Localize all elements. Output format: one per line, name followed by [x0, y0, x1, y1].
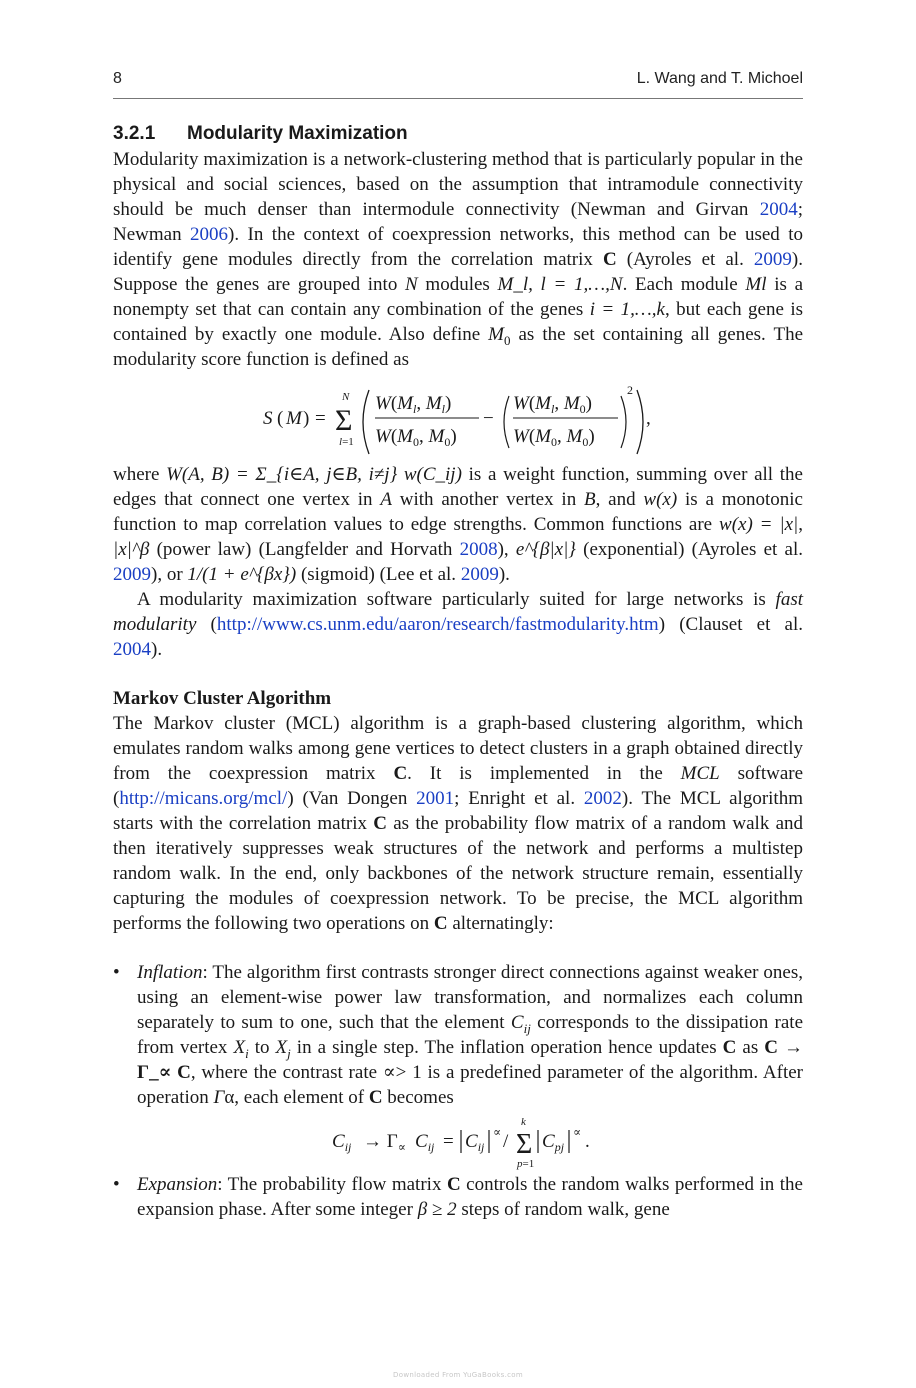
- inline-math-power: |x|^β: [113, 539, 150, 560]
- inline-math-exp: e^{β|x|}: [515, 539, 576, 560]
- software-name: MCL: [680, 763, 720, 784]
- text: corresponds to the dissipation rate from vertex: [137, 1012, 803, 1058]
- text: is a predefined parameter of the algorithm. After operation: [137, 1062, 804, 1108]
- bullet-marker: •: [113, 1174, 120, 1195]
- text: (Ayroles et al.: [616, 249, 754, 270]
- page-number: 8: [113, 70, 122, 87]
- math-symbol: Γ: [213, 1087, 225, 1108]
- svg-text:): ): [303, 408, 310, 429]
- text: The Markov cluster (MCL) algorithm is a graph-based clustering algorithm, which emulates random walks among gene vertices to detect clusters in a graph obtained directly from the coexpression matrix: [113, 713, 803, 784]
- math-symbol: Ml: [745, 274, 767, 295]
- section-number: 3.2.1: [113, 123, 156, 144]
- equation-modularity-score: [113, 372, 803, 462]
- svg-text:Σ: Σ: [335, 404, 353, 437]
- text: ; Newman: [113, 199, 803, 245]
- text: ).: [498, 564, 510, 585]
- math-symbol: M: [488, 324, 504, 345]
- text: ) (Van Dongen: [287, 788, 417, 809]
- inline-math-weight-function: W(A, B) = Σ_{i∈A, j∈B, i≠j} w(C_ij): [166, 464, 462, 485]
- math-subscript: i: [245, 1045, 249, 1061]
- svg-text:l=1: l=1: [339, 436, 354, 448]
- svg-text:W(M0, M0): $W(M_0$, $M_0$): [375, 426, 457, 449]
- main-text: [113, 121, 803, 1222]
- citation-link[interactable]: 2004: [759, 199, 798, 220]
- inline-math-modules: M_l, l = 1,…,N: [497, 274, 623, 295]
- svg-text:−: −: [483, 408, 494, 429]
- text: ,: [798, 514, 803, 535]
- running-authors: L. Wang and T. Michoel: [636, 70, 803, 87]
- subsection-heading: Markov Cluster Algorithm: [113, 688, 332, 709]
- text: , but each gene is contained by exactly one module. Also define: [113, 299, 803, 345]
- download-watermark: Downloaded From YuGaBooks.com: [393, 1371, 523, 1379]
- section-heading: [113, 121, 803, 147]
- math-subscript: j: [287, 1045, 291, 1061]
- text: ). The MCL algorithm starts with the correlation matrix: [113, 788, 803, 834]
- paragraph-modularity-intro: [113, 147, 803, 372]
- text: : The probability flow matrix: [217, 1174, 447, 1195]
- svg-text:Σ: Σ: [516, 1129, 533, 1160]
- citation-link[interactable]: 2006: [190, 224, 229, 245]
- svg-text:=: =: [315, 408, 326, 429]
- svg-text:M: M: [286, 408, 302, 429]
- svg-text:p=1: p=1: [517, 1158, 535, 1170]
- text: . It is implemented in the: [407, 763, 681, 784]
- math-symbol: B: [584, 489, 596, 510]
- matrix-symbol: C: [446, 1174, 461, 1195]
- svg-text:Cij: $C_{ij}$: [465, 1131, 485, 1154]
- text: ),: [497, 539, 516, 560]
- text: to: [248, 1037, 276, 1058]
- text: , where the contrast rate: [190, 1062, 383, 1083]
- text: controls the random walks performed in the expansion phase. After some integer: [137, 1174, 803, 1220]
- text: steps of random walk, gene: [456, 1199, 670, 1220]
- matrix-symbol: C: [722, 1037, 737, 1058]
- math-symbol: C: [510, 1012, 524, 1033]
- svg-text:W(Ml, M0): $W(M_l$, $M_0$): [513, 393, 592, 416]
- text: where: [113, 464, 160, 485]
- svg-text:,: ,: [646, 408, 651, 429]
- math-subscript: ij: [523, 1020, 531, 1036]
- svg-text:W(Ml, Ml): $W(M_l$, $M_l$): [375, 393, 452, 416]
- text: A modularity maximization software particularly suited for large networks is: [137, 589, 776, 610]
- text: software (: [113, 763, 804, 809]
- citation-link[interactable]: 2001: [416, 788, 455, 809]
- text: as the probability flow matrix of a random walk and then iteratively suppresses weak structures of the network and performs a multistep random walk. In the end, only backbones of the network structure remain, essentially capturing the modules of coexpression network. To be precise, the MCL algorithm performs the following two operations on: [113, 813, 803, 934]
- software-name: fast modularity: [113, 589, 803, 635]
- paragraph-weight-function: [113, 462, 803, 587]
- svg-text:=: =: [443, 1131, 454, 1152]
- text: as the set containing all genes. The modularity score function is defined as: [113, 324, 803, 370]
- term: Expansion: [137, 1174, 218, 1195]
- text: Modularity maximization is a network-clustering method that is particularly popular in the physical and social sciences, based on the assumption that intramodule connectivity should be much denser than intermodule connectivity (Newman and Girvan: [113, 149, 803, 220]
- list-item-expansion: [113, 1172, 803, 1222]
- text: (: [196, 614, 217, 635]
- spacer: [113, 662, 803, 686]
- text: ).: [151, 639, 163, 660]
- text: ; Enright et al.: [454, 788, 584, 809]
- text: in a single step. The inflation operation hence updates: [290, 1037, 723, 1058]
- term: Inflation: [137, 962, 203, 983]
- citation-link[interactable]: 2008: [459, 539, 498, 560]
- citation-link[interactable]: 2004: [113, 639, 151, 660]
- svg-text:N: N: [342, 391, 350, 403]
- svg-text:Cij: $C_{ij}$: [415, 1131, 435, 1154]
- text: is a monotonic function to map correlation values to edge strengths. Common functions are: [113, 489, 803, 535]
- matrix-symbol: C: [368, 1087, 383, 1108]
- text: ). In the context of coexpression networks, this method can be used to identify gene modules directly from the correlation matrix: [113, 224, 804, 270]
- text: with another vertex in: [391, 489, 585, 510]
- math-symbol: w(x): [643, 489, 678, 510]
- text: ) (Clauset et al.: [658, 614, 804, 635]
- svg-text:.: .: [585, 1131, 590, 1152]
- text: is a weight function, summing over all the edges that connect one vertex in: [113, 464, 803, 510]
- math-symbol: N: [405, 274, 418, 295]
- svg-text:Cij: $C_{ij}$: [332, 1131, 352, 1154]
- inline-math-beta: β ≥ 2: [417, 1199, 457, 1220]
- paragraph-mcl: [113, 711, 803, 936]
- svg-text:W(M0, M0): $W(M_0$, $M_0$): [513, 426, 595, 449]
- running-header: [113, 70, 803, 99]
- svg-text:2: 2: [627, 383, 633, 397]
- svg-text:k: k: [521, 1116, 526, 1128]
- text: becomes: [382, 1087, 454, 1108]
- text: (power law) (Langfelder and Horvath: [149, 539, 460, 560]
- math-symbol: X: [275, 1037, 288, 1058]
- svg-text:/: /: [503, 1131, 509, 1152]
- section-title: Modularity Maximization: [187, 123, 408, 144]
- math-subscript: 0: [504, 332, 511, 348]
- svg-text:S: S: [263, 408, 273, 429]
- svg-text:∝: ∝: [573, 1125, 582, 1139]
- matrix-symbol: C: [373, 813, 387, 834]
- svg-text:(: (: [277, 408, 284, 429]
- text: modules: [417, 274, 498, 295]
- text: : The algorithm first contrasts stronger direct connections against weaker ones, using an element-wise power law transformation, and normalizes each column separately to sum to one, such that the element: [137, 962, 803, 1033]
- spacer: [113, 936, 803, 960]
- citation-link[interactable]: 2009: [113, 564, 151, 585]
- url-link-fastmodularity[interactable]: http://www.cs.unm.edu/aaron/research/fastmodularity.htm: [216, 614, 659, 635]
- text: , and: [595, 489, 644, 510]
- text: ), or: [151, 564, 188, 585]
- text: alternatingly:: [447, 913, 554, 934]
- matrix-symbol: C: [602, 249, 617, 270]
- math-symbol: X: [233, 1037, 246, 1058]
- citation-link[interactable]: 2009: [460, 564, 499, 585]
- matrix-symbol: C: [393, 763, 408, 784]
- svg-text:∝: ∝: [493, 1125, 502, 1139]
- inline-math-rate: ∝> 1: [382, 1062, 422, 1083]
- math-symbol: α: [224, 1087, 235, 1108]
- matrix-symbol: C: [433, 913, 448, 934]
- citation-link[interactable]: 2009: [753, 249, 792, 270]
- svg-text:→ Γ∝: → $\Gamma_\propto$: [363, 1131, 406, 1154]
- bullet-marker: •: [113, 962, 120, 983]
- equation-inflation: [137, 1110, 803, 1172]
- paragraph-fast-modularity: [113, 587, 803, 662]
- text: , each element of: [234, 1087, 369, 1108]
- inline-math-abs: w(x) = |x|: [719, 514, 799, 535]
- mcl-operations-list: [113, 960, 803, 1222]
- inline-math-genes: i = 1,…,k: [589, 299, 665, 320]
- list-item-inflation: [113, 960, 803, 1172]
- url-link-mcl[interactable]: http://micans.org/mcl/: [119, 788, 288, 809]
- text: (exponential) (Ayroles et al.: [575, 539, 804, 560]
- text: ). Suppose the genes are grouped into: [113, 249, 803, 295]
- text: . Each module: [622, 274, 746, 295]
- inline-math-sigmoid: 1/(1 + e^{βx}): [187, 564, 297, 585]
- citation-link[interactable]: 2002: [583, 788, 622, 809]
- text: as: [736, 1037, 765, 1058]
- svg-text:Cpj: $C_{pj}$: [542, 1131, 565, 1154]
- inline-math-update: C → Γ_∝ C: [137, 1037, 804, 1083]
- text: is a nonempty set that can contain any combination of the genes: [113, 274, 804, 320]
- text: (sigmoid) (Lee et al.: [296, 564, 461, 585]
- math-symbol: A: [380, 489, 392, 510]
